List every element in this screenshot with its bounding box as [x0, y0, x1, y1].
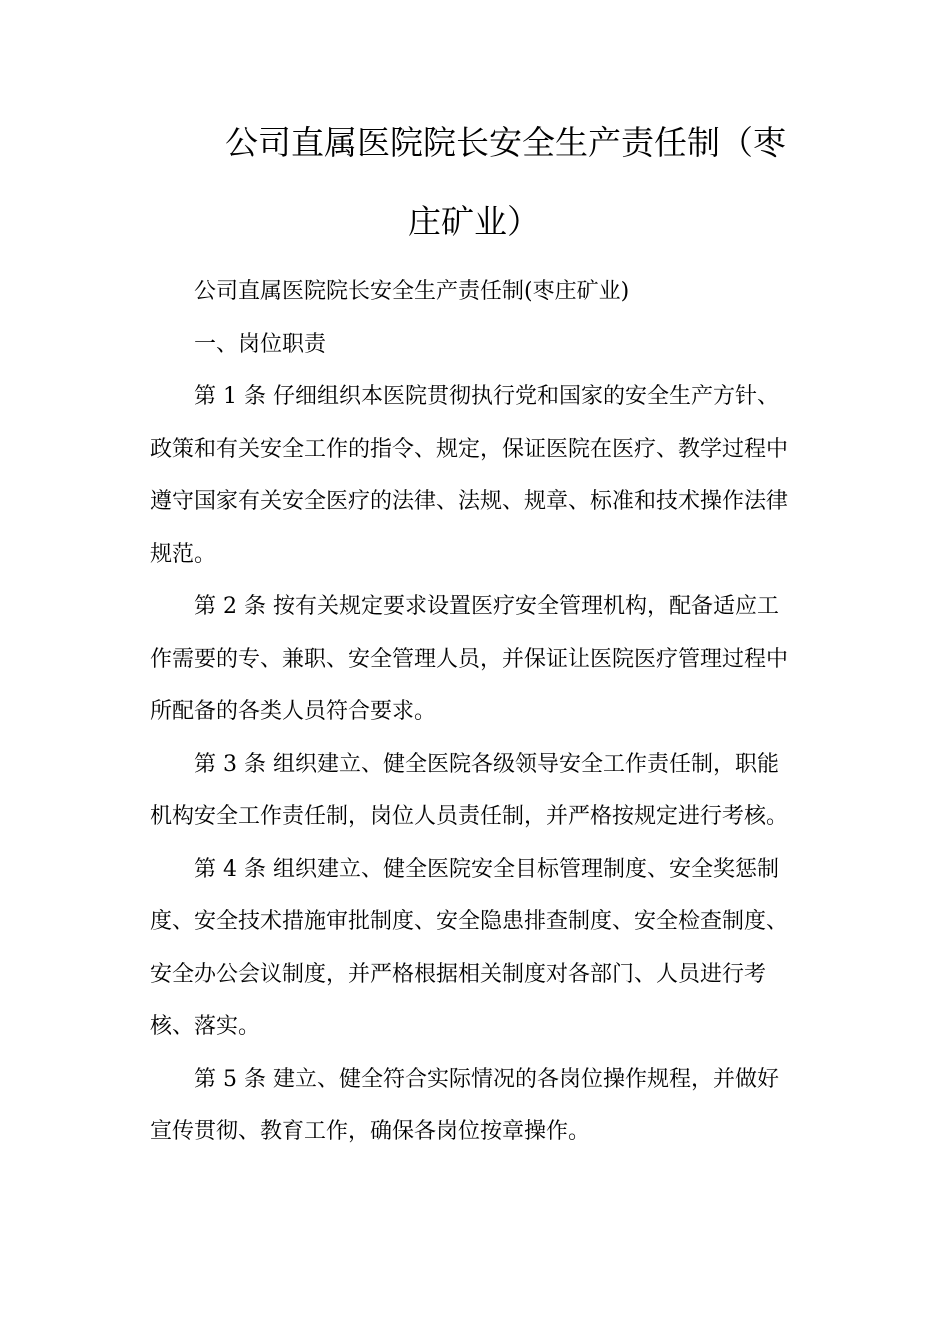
article-line: 第 3 条 组织建立、健全医院各级领导安全工作责任制，职能 [194, 751, 779, 777]
article-line: 机构安全工作责任制，岗位人员责任制，并严格按规定进行考核。 [150, 804, 789, 829]
article-2 [150, 581, 802, 739]
article-line: 度、安全技术措施审批制度、安全隐患排查制度、安全检查制度、 [150, 909, 789, 934]
document-title-line-2: 庄矿业） [408, 202, 540, 241]
article-line: 所配备的各类人员符合要求。 [150, 699, 437, 724]
article-1 [150, 371, 802, 581]
article-4 [150, 844, 802, 1054]
article-line: 第 4 条 组织建立、健全医院安全目标管理制度、安全奖惩制 [194, 856, 779, 882]
article-line: 核、落实。 [150, 1014, 261, 1039]
article-3 [150, 739, 802, 844]
section-heading: 一、岗位职责 [194, 331, 327, 357]
article-5 [150, 1054, 802, 1159]
document-title-line-1: 公司直属医院院长安全生产责任制（枣 [225, 123, 786, 162]
article-line: 政策和有关安全工作的指令、规定，保证医院在医疗、教学过程中 [150, 436, 789, 462]
article-line: 宣传贯彻、教育工作，确保各岗位按章操作。 [150, 1119, 591, 1144]
document-body [150, 266, 802, 1159]
document-subtitle: 公司直属医院院长安全生产责任制(枣庄矿业) [194, 279, 630, 304]
article-line: 第 1 条 仔细组织本医院贯彻执行党和国家的安全生产方针、 [194, 384, 779, 409]
article-line: 规范。 [150, 541, 217, 567]
article-line: 遵守国家有关安全医疗的法律、法规、规章、标准和技术操作法律 [150, 489, 789, 514]
article-line: 安全办公会议制度，并严格根据相关制度对各部门、人员进行考 [150, 961, 767, 987]
article-line: 第 5 条 建立、健全符合实际情况的各岗位操作规程，并做好 [194, 1066, 779, 1092]
article-line: 第 2 条 按有关规定要求设置医疗安全管理机构，配备适应工 [194, 594, 779, 619]
article-line: 作需要的专、兼职、安全管理人员，并保证让医院医疗管理过程中 [150, 646, 789, 672]
